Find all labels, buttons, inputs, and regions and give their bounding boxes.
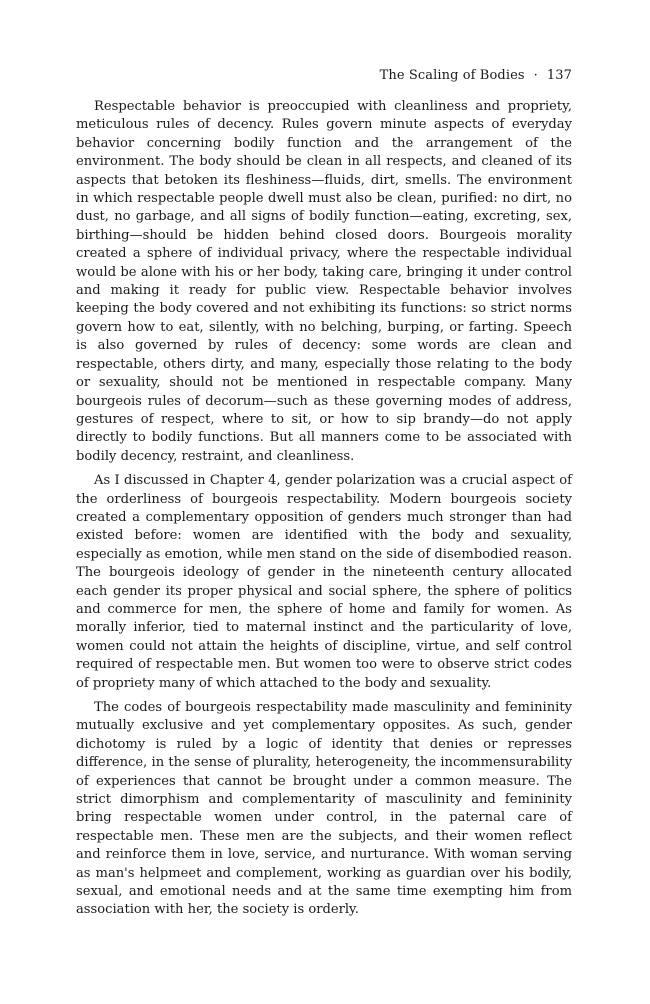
running-title: The Scaling of Bodies <box>379 68 525 83</box>
book-page <box>76 68 572 968</box>
header-separator: · <box>533 68 538 83</box>
running-head <box>76 68 572 84</box>
paragraph-1: Respectable behavior is preoccupied with cleanliness and propriety, meticulous rules of decency. Rules govern minute aspects of everyday behavior concerning bodily function and the arrangement of the environment. The body should be clean in all respects, and cleaned of its aspects that betoken its fleshiness—fluids, dirt, smells. The environment in which respectable people dwell must also be clean, purified: no dirt, no dust, no garbage, and all signs of bodily function—eating, excreting, sex, birthing—should be hidden behind closed doors. Bourgeois morality created a sphere of individual privacy, where the respectable individual would be alone with his or her body, taking care, bringing it under control and making it ready for public view. Respectable behavior involves keeping the body covered and not exhibiting its functions: so strict norms govern how to eat, silently, with no belching, burping, or farting. Speech is also governed by rules of decency: some words are clean and respectable, others dirty, and many, especially those relating to the body or sexuality, should not be mentioned in respectable company. Many bourgeois rules of decorum—such as these governing modes of address, gestures of respect, where to sit, or how to sip brandy—do not apply directly to bodily functions. But all manners come to be associated with bodily decency, restraint, and cleanliness. <box>76 99 572 464</box>
paragraph-3: The codes of bourgeois respectability made masculinity and femininity mutually exclusive and yet complementary opposites. As such, gender dichotomy is ruled by a logic of identity that denies or represses difference, in the sense of plurality, heterogeneity, the incommensurability of experiences that cannot be brought under a common measure. The strict dimorphism and complementarity of masculinity and femininity bring respectable women under control, in the paternal care of respectable men. These men are the subjects, and their women reflect and reinforce them in love, service, and nurturance. With woman serving as man's helpmeet and complement, working as guardian over his bodily, sexual, and emotional needs and at the same time exempting him from association with her, the society is orderly. <box>76 700 572 918</box>
body-text <box>76 98 572 920</box>
paragraph-2: As I discussed in Chapter 4, gender polarization was a crucial aspect of the orderliness of bourgeois respectability. Modern bourgeois society created a complementary opposition of genders much stronger than had existed before: women are identified with the body and sexuality, especially as emotion, while men stand on the side of disembodied reason. The bourgeois ideology of gender in the nineteenth century allocated each gender its proper physical and social sphere, the sphere of politics and commerce for men, the sphere of home and family for women. As morally inferior, tied to maternal instinct and the particularity of love, women could not attain the heights of discipline, virtue, and self control required of respectable men. But women too were to observe strict codes of propriety many of which attached to the body and sexuality. <box>76 473 572 691</box>
page-number: 137 <box>546 68 572 83</box>
